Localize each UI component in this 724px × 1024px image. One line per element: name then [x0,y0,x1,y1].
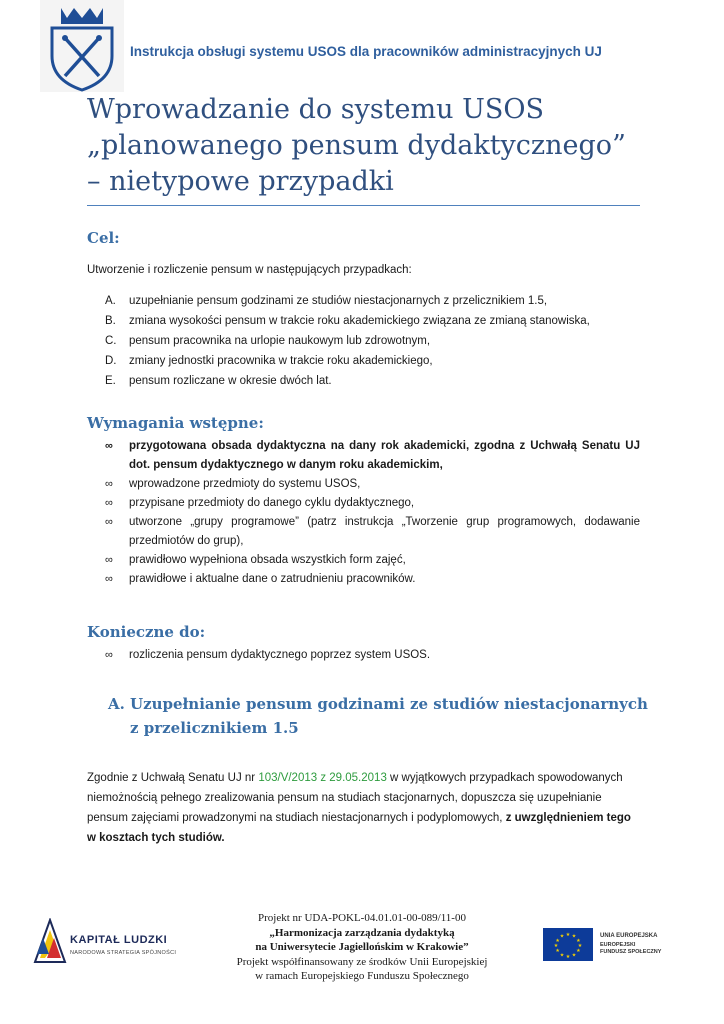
list-item-text: zmiany jednostki pracownika w trakcie roku akademickiego, [129,355,433,367]
list-item-text: prawidłowe i aktualne dane o zatrudnieniu pracowników. [129,573,416,585]
konieczne-list [105,646,640,665]
svg-text:★: ★ [576,938,581,944]
svg-text:★: ★ [571,933,577,940]
resolution-reference: 103/V/2013 z 29.05.2013 [258,772,387,784]
list-item [105,646,640,665]
list-item-text: pensum pracownika na urlopie naukowym lub zdrowotnym, [129,335,431,347]
footer-line: Projekt nr UDA-POKL-04.01.01-00-089/11-00 [258,912,466,924]
document-header: Instrukcja obsługi systemu USOS dla pracowników administracyjnych UJ [130,44,602,59]
infinity-bullet-icon: ∞ [105,554,113,566]
list-item-text: prawidłowo wypełniona obsada wszystkich form zajęć, [129,554,406,566]
kapital-ludzki-title: KAPITAŁ LUDZKI [70,934,168,946]
title-divider [87,205,640,206]
list-item [105,570,640,589]
svg-text:★: ★ [577,943,583,949]
wymagania-heading: Wymagania wstępne: [87,414,264,432]
eu-subtitle: EUROPEJSKI FUNDUSZ SPOŁECZNY [600,942,662,955]
footer-line: Projekt współfinansowany ze środków Unii Europejskiej [236,955,488,968]
svg-text:★: ★ [565,932,571,938]
list-marker: A. [105,295,116,307]
list-item-text: utworzone „grupy programowe” (patrz instrukcja „Tworzenie grup programowych, dodawanie przedmiotów do grup), [129,516,640,547]
cel-list [105,291,590,391]
title-line: – nietypowe przypadki [87,166,394,197]
list-item [105,513,640,551]
list-item-text: uzupełnianie pensum godzinami ze studiów niestacjonarnych z przelicznikiem 1.5, [129,295,548,307]
cel-intro: Utworzenie i rozliczenie pensum w następujących przypadkach: [87,264,412,276]
list-item [105,331,590,351]
list-marker: E. [105,375,116,387]
svg-text:★: ★ [571,952,577,959]
section-letter: A. [108,695,125,713]
svg-text:★: ★ [553,943,559,949]
eu-flag-icon [543,928,593,961]
footer-line: „Harmonizacja zarządzania dydaktyką [269,926,455,939]
wymagania-list [105,437,640,589]
cel-heading: Cel: [87,229,120,247]
list-marker: B. [105,315,116,327]
section-title: Uzupełnianie pensum godzinami ze studiów niestacjonarnych z przelicznikiem 1.5 [130,695,648,737]
svg-text:★: ★ [559,933,565,940]
list-item [105,494,640,513]
infinity-bullet-icon: ∞ [105,478,113,490]
svg-text:★: ★ [576,948,581,954]
section-a-paragraph [87,768,640,848]
list-marker: D. [105,355,117,367]
svg-text:★: ★ [559,952,565,959]
list-item-text: wprowadzone przedmioty do systemu USOS, [129,478,361,490]
footer-line: w ramach Europejskiego Funduszu Społecznego [255,970,469,982]
footer-project-info [212,911,512,984]
list-item-text: przypisane przedmioty do danego cyklu dydaktycznego, [129,497,415,509]
kapital-ludzki-subtitle: NARODOWA STRATEGIA SPÓJNOŚCI [70,950,177,956]
list-marker: C. [105,335,117,347]
list-item [105,551,640,570]
svg-text:★: ★ [555,948,560,954]
infinity-bullet-icon: ∞ [105,497,113,509]
konieczne-heading: Konieczne do: [87,623,206,641]
title-line: „planowanego pensum dydaktycznego” [87,130,626,161]
eu-title: UNIA EUROPEJSKA [600,933,658,939]
title-line: Wprowadzanie do systemu USOS [87,94,544,125]
infinity-bullet-icon: ∞ [105,440,113,452]
list-item [105,311,590,331]
kapital-ludzki-logo-icon [33,918,67,964]
svg-text:★: ★ [555,938,560,944]
list-item [105,351,590,371]
footer-line: na Uniwersytecie Jagiellońskim w Krakowie” [255,941,469,953]
list-item-text: przygotowana obsada dydaktyczna na dany rok akademicki, zgodna z Uchwałą Senatu UJ dot. pensum dydaktycznego w danym roku akademickim, [129,440,640,471]
list-item-text: rozliczenia pensum dydaktycznego poprzez system USOS. [129,649,431,661]
list-item [105,475,640,494]
svg-text:★: ★ [565,954,571,960]
infinity-bullet-icon: ∞ [105,573,113,585]
infinity-bullet-icon: ∞ [105,649,113,661]
list-item [105,437,640,475]
list-item-text: pensum rozliczane w okresie dwóch lat. [129,375,332,387]
list-item [105,291,590,311]
document-title [87,92,647,200]
para-text: w wyjątkowych przypadkach spowodowanych niemożnością pełnego zrealizowania pensum na studiach stacjonarnych, dopuszcza się uzupełnianie pensum zajęciami prowadzonymi na studiach niestacjonarnych i podyplomowych, [87,772,623,824]
list-item-text: zmiana wysokości pensum w trakcie roku akademickiego związana ze zmianą stanowiska, [129,315,590,327]
list-item [105,371,590,391]
infinity-bullet-icon: ∞ [105,516,113,528]
para-bold-text: z uwzględnieniem tego w kosztach tych studiów. [87,812,631,844]
para-text: Zgodnie z Uchwałą Senatu UJ nr [87,772,259,784]
university-crest-icon [47,4,117,92]
